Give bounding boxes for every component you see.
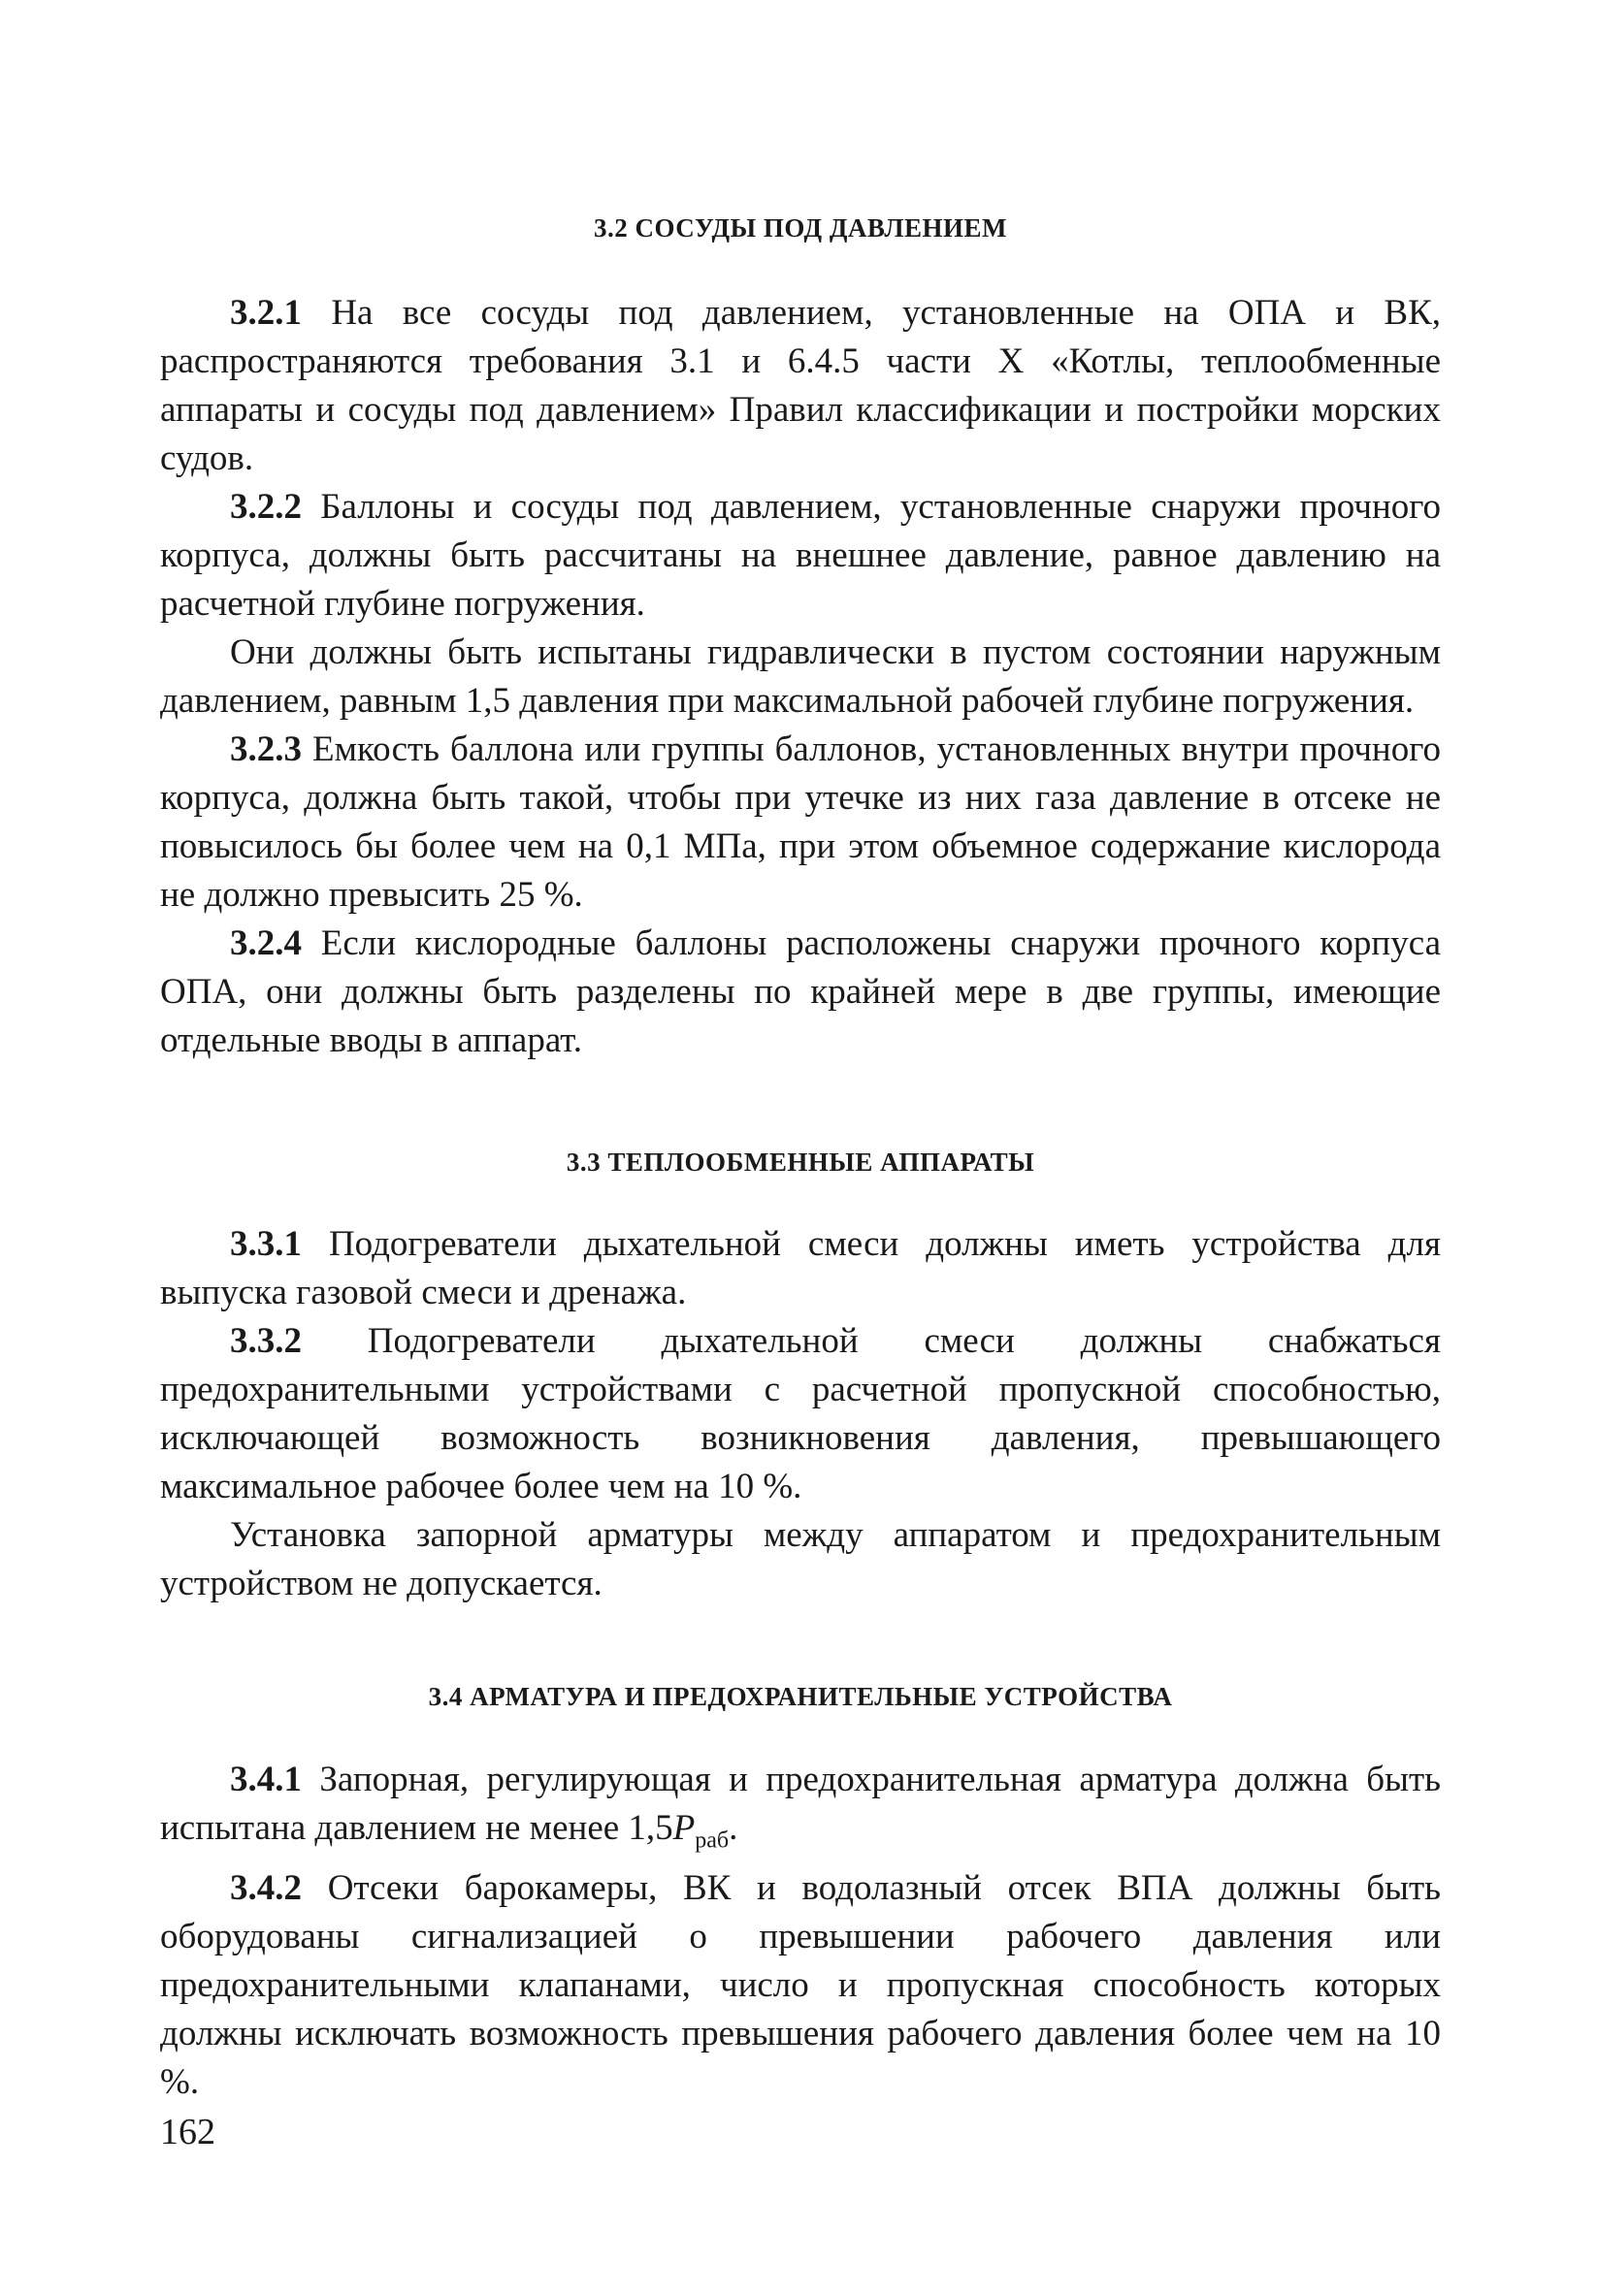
paragraph-3-2-1 bbox=[160, 289, 1441, 483]
clause-number: 3.2.3 bbox=[230, 729, 302, 769]
clause-number: 3.2.2 bbox=[230, 487, 302, 527]
paragraph-3-2-2 bbox=[160, 483, 1441, 629]
page-number: 162 bbox=[160, 2112, 215, 2152]
paragraph-3-2-3 bbox=[160, 726, 1441, 920]
section-heading-3-4: 3.4 АРМАТУРА И ПРЕДОХРАНИТЕЛЬНЫЕ УСТРОЙСТВА bbox=[428, 1682, 1173, 1711]
clause-number: 3.2.1 bbox=[230, 293, 302, 333]
clause-text: Баллоны и сосуды под давлением, установленные снаружи прочного корпуса, должны быть рассчитаны на внешнее давление, равное давлению на расчетной глубине погружения. bbox=[160, 487, 1441, 624]
clause-number: 3.3.1 bbox=[230, 1224, 302, 1264]
section-body-3-4 bbox=[160, 1756, 1441, 2107]
paragraph-3-2-2-cont bbox=[160, 629, 1441, 726]
clause-text: Если кислородные баллоны расположены снаружи прочного корпуса ОПА, они должны быть разделены по крайней мере в две группы, имеющие отдельные вводы в аппарат. bbox=[160, 923, 1441, 1060]
clause-number: 3.4.1 bbox=[230, 1760, 302, 1799]
paragraph-3-2-4 bbox=[160, 920, 1441, 1065]
paragraph-3-3-2-cont bbox=[160, 1511, 1441, 1608]
clause-text: Емкость баллона или группы баллонов, установленных внутри прочного корпуса, должна быть такой, чтобы при утечке из них газа давление в отсеке не повысилось бы более чем на 0,1 МПа, при этом объемное содержание кислорода не должно превысить 25 %. bbox=[160, 729, 1441, 915]
clause-text: На все сосуды под давлением, установленные на ОПА и ВК, распространяются требования 3.1 и 6.4.5 части X «Котлы, теплообменные аппараты и сосуды под давлением» Правил классификации и постройки морских судов. bbox=[160, 293, 1442, 478]
section-body-3-3 bbox=[160, 1220, 1441, 1608]
section-heading-3-3: 3.3 ТЕПЛООБМЕННЫЕ АППАРАТЫ bbox=[566, 1148, 1035, 1177]
formula-variable: P bbox=[672, 1808, 696, 1848]
formula-subscript: раб bbox=[695, 1827, 730, 1854]
clause-text: Они должны быть испытаны гидравлически в пустом состоянии наружным давлением, равным 1,5 давления при максимальной рабочей глубине погружения. bbox=[160, 632, 1441, 721]
section-heading-3-2: 3.2 СОСУДЫ ПОД ДАВЛЕНИЕМ bbox=[593, 213, 1008, 243]
clause-text: Отсеки барокамеры, ВК и водолазный отсек ВПА должны быть оборудованы сигнализацией о превышении рабочего давления или предохранительными клапанами, число и пропускная способность которых должны исключать возможность превышения рабочего давления более чем на 10 %. bbox=[160, 1868, 1441, 2103]
clause-text: Подогреватели дыхательной смеси должны иметь устройства для выпуска газовой смеси и дренажа. bbox=[160, 1224, 1441, 1312]
paragraph-3-3-1 bbox=[160, 1220, 1441, 1317]
clause-text: Запорная, регулирующая и предохранительная арматура должна быть испытана давлением не менее 1,5 bbox=[160, 1760, 1441, 1848]
section-body-3-2 bbox=[160, 289, 1441, 1065]
paragraph-3-3-2 bbox=[160, 1317, 1441, 1511]
clause-text: Установка запорной арматуры между аппаратом и предохранительным устройством не допускается. bbox=[160, 1515, 1441, 1603]
clause-text-tail: . bbox=[729, 1808, 738, 1848]
clause-text: Подогреватели дыхательной смеси должны снабжаться предохранительными устройствами с расчетной пропускной способностью, исключающей возможность возникновения давления, превышающего максимальное рабочее более чем на 10 %. bbox=[160, 1321, 1441, 1506]
clause-number: 3.4.2 bbox=[230, 1868, 302, 1909]
clause-number: 3.2.4 bbox=[230, 923, 302, 963]
paragraph-3-4-2 bbox=[160, 1864, 1441, 2107]
paragraph-3-4-1 bbox=[160, 1756, 1441, 1864]
clause-number: 3.3.2 bbox=[230, 1321, 302, 1361]
